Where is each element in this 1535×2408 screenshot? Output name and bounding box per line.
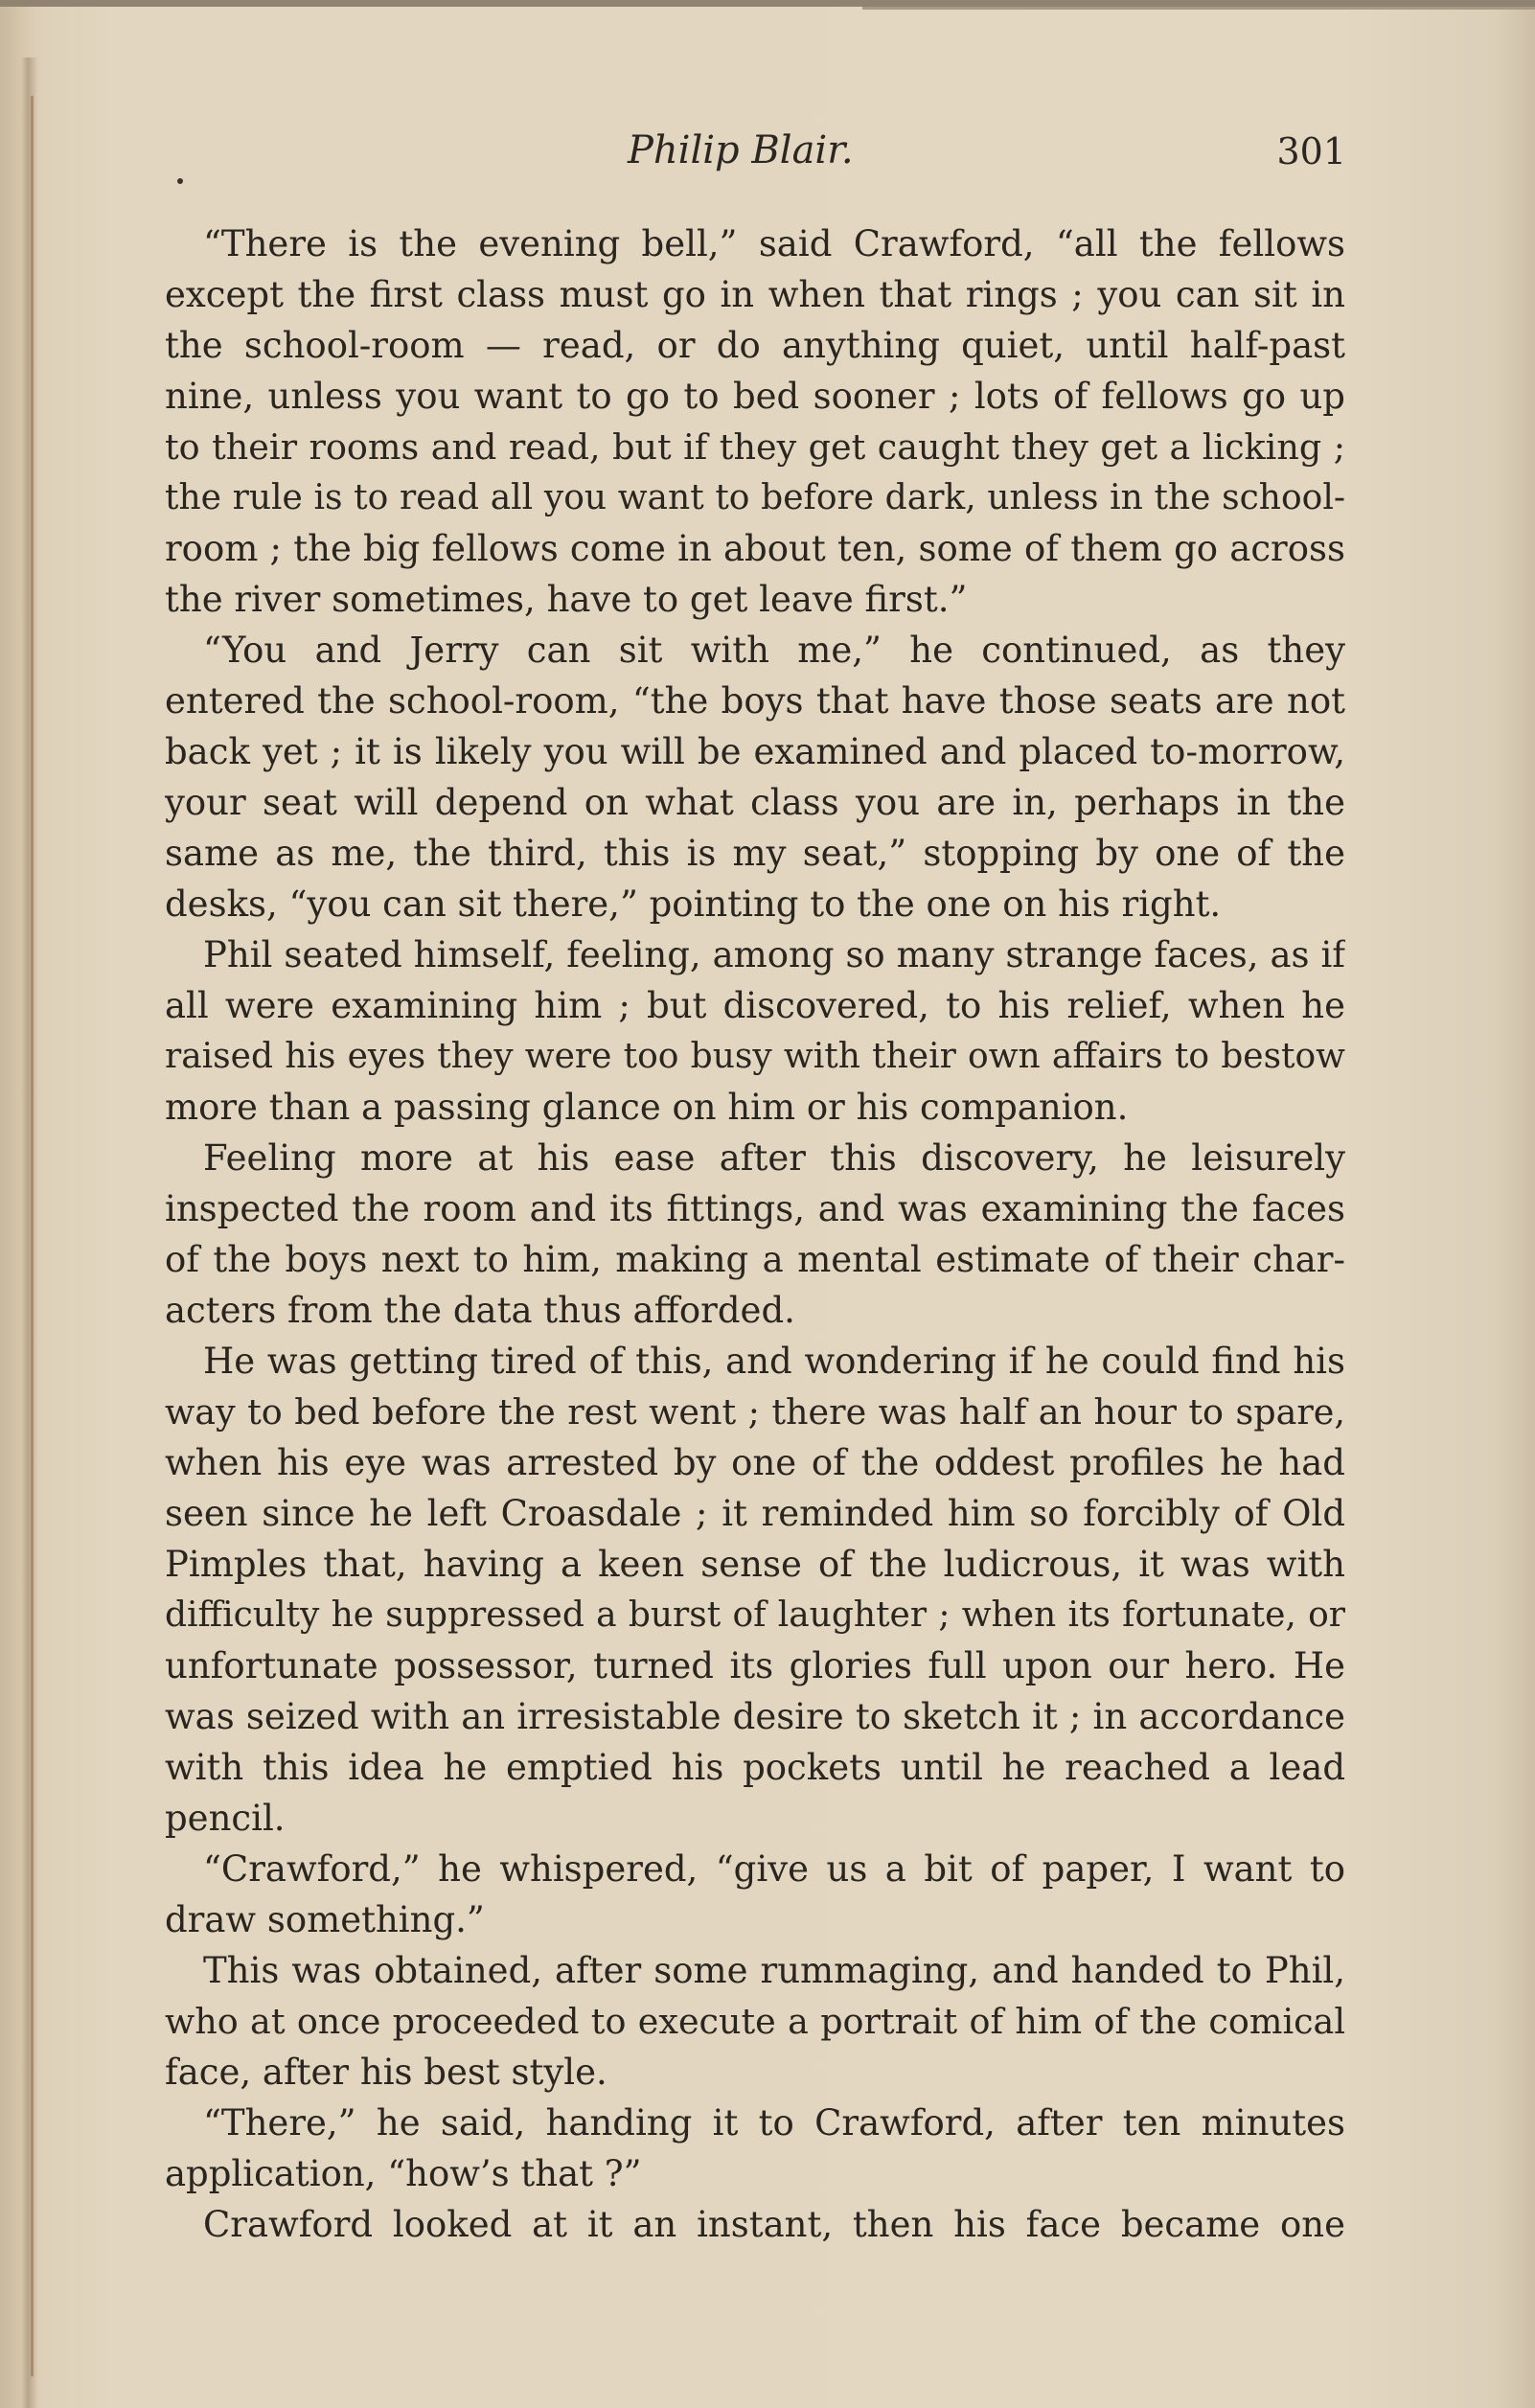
text-line: same as me, the third, this is my seat,” stopping by one of the [165, 833, 1345, 874]
text-line: except the first class must go in when that rings ; you can sit in [165, 274, 1345, 315]
text-line: when his eye was arrested by one of the oddest profiles he had [165, 1442, 1345, 1483]
body-text [165, 218, 1345, 2250]
text-line: Pimples that, having a keen sense of the ludicrous, it was with [165, 1544, 1345, 1585]
text-line: desks, “you can sit there,” pointing to the one on his right. [165, 883, 1222, 925]
text-line: pencil. [165, 1798, 286, 1839]
text-line: Crawford looked at it an instant, then his face became one [203, 2204, 1345, 2245]
text-line: entered the school-room, “the boys that have those seats are not [165, 680, 1345, 722]
text-line: He was getting tired of this, and wondering if he could find his [203, 1341, 1345, 1382]
text-line: your seat will depend on what class you are in, perhaps in the [165, 782, 1345, 823]
text-line: raised his eyes they were too busy with their own affairs to bestow [165, 1037, 1345, 1076]
text-line: with this idea he emptied his pockets until he reached a lead [165, 1747, 1345, 1788]
text-line: the rule is to read all you want to before dark, unless in the school- [165, 478, 1345, 517]
text-line: all were examining him ; but discovered, to his relief, when he [165, 985, 1345, 1026]
text-line: draw something.” [165, 1899, 485, 1940]
text-line: of the boys next to him, making a mental estimate of their char- [165, 1239, 1345, 1280]
text-line: “You and Jerry can sit with me,” he continued, as they [203, 630, 1345, 671]
text-line: to their rooms and read, but if they get caught they get a licking ; [165, 426, 1345, 468]
top-page-edge [0, 0, 1535, 7]
text-line: was seized with an irresistable desire to sketch it ; in accordance [165, 1696, 1345, 1737]
text-line: This was obtained, after some rummaging, and handed to Phil, [203, 1950, 1345, 1991]
text-line: “There,” he said, handing it to Crawford, after ten minutes [203, 2102, 1345, 2144]
text-line: “There is the evening bell,” said Crawford, “all the fellows [203, 223, 1345, 264]
text-line: Phil seated himself, feeling, among so many strange faces, as if [203, 934, 1345, 975]
text-line: way to bed before the rest went ; there was half an hour to spare, [165, 1391, 1345, 1433]
text-line: who at once proceeded to execute a portrait of him of the comical [165, 2001, 1345, 2042]
running-title: Philip Blair. [628, 128, 854, 172]
text-line: the school-room — read, or do anything quiet, until half-past [165, 325, 1345, 366]
text-line: difficulty he suppressed a burst of laughter ; when its fortunate, or [165, 1595, 1345, 1635]
text-line: inspected the room and its fittings, and was examining the faces [165, 1188, 1345, 1229]
top-page-edge-inner [862, 7, 1535, 10]
text-line: face, after his best style. [165, 2052, 607, 2093]
text-line: back yet ; it is likely you will be examined and placed to-morrow, [165, 731, 1345, 772]
text-line: more than a passing glance on him or his companion. [165, 1087, 1129, 1128]
text-line: nine, unless you want to go to bed sooner ; lots of fellows go up [165, 376, 1345, 417]
text-line: “Crawford,” he whispered, “give us a bit of paper, I want to [203, 1848, 1345, 1890]
text-line: seen since he left Croasdale ; it reminded him so forcibly of Old [165, 1493, 1345, 1534]
text-line: the river sometimes, have to get leave first.” [165, 579, 968, 620]
running-header [168, 125, 1346, 182]
text-line: acters from the data thus afforded. [165, 1290, 795, 1331]
text-line: application, “how’s that ?” [165, 2153, 642, 2194]
text-line: room ; the big fellows come in about ten, some of them go across [165, 528, 1345, 569]
text-line: Feeling more at his ease after this discovery, he leisurely [203, 1137, 1345, 1179]
page-number: 301 [1276, 130, 1346, 172]
binding-edge-line [31, 96, 34, 2376]
binding-shadow [21, 57, 38, 2408]
text-line: unfortunate possessor, turned its glories full upon our hero. He [165, 1645, 1345, 1686]
